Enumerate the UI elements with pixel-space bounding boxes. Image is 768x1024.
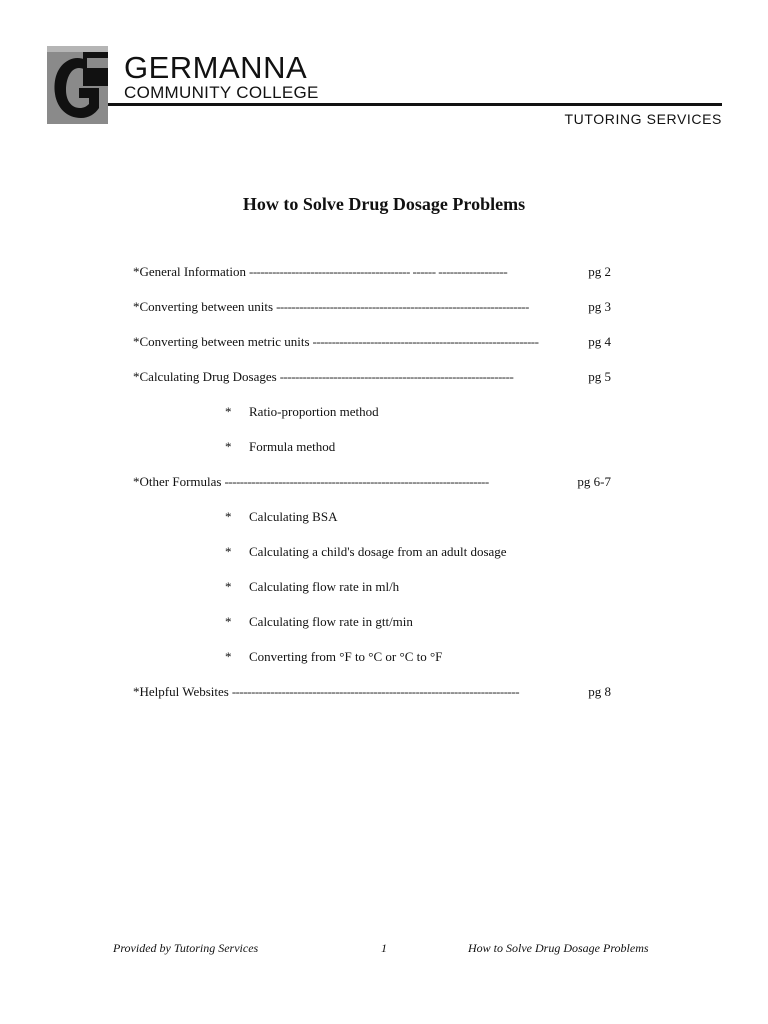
toc-item-label: *Helpful Websites	[133, 684, 229, 699]
toc-subitem	[133, 507, 613, 542]
toc-subitem-label: Calculating flow rate in gtt/min	[249, 614, 413, 629]
toc-item-leader: ------------------------------------------------------------------	[276, 299, 529, 314]
toc-item-label: *Converting between units	[133, 299, 274, 314]
toc-subitem-bullet: *	[225, 579, 232, 594]
toc-subitem-bullet: *	[225, 509, 232, 524]
toc-item	[133, 297, 613, 332]
department-label: TUTORING SERVICES	[564, 111, 722, 127]
toc-subitem	[133, 542, 613, 577]
toc-item	[133, 332, 613, 367]
toc-item-leader: ------------------------------------------ ------ ------------------	[248, 264, 508, 279]
toc-item-page: pg 5	[588, 369, 611, 384]
header-divider	[108, 103, 722, 106]
toc-subitem-bullet: *	[225, 544, 232, 559]
toc-item	[133, 472, 613, 507]
toc-item-leader: -----------------------------------------------------------	[312, 334, 539, 349]
college-name: GERMANNA	[124, 50, 308, 85]
toc-item-leader: ---------------------------------------------------------------------------	[231, 684, 520, 699]
toc-subitem-label: Formula method	[249, 439, 336, 454]
toc-subitem-bullet: *	[225, 439, 232, 454]
toc-item-page: pg 4	[588, 334, 611, 349]
toc-item-page: pg 2	[588, 264, 611, 279]
toc-subitem-label: Calculating BSA	[249, 509, 338, 524]
college-subtitle: COMMUNITY COLLEGE	[124, 83, 319, 102]
toc-item	[133, 262, 613, 297]
footer-page-number: 1	[381, 941, 387, 955]
toc-item	[133, 367, 613, 402]
toc-subitem-label: Calculating a child's dosage from an adult dosage	[249, 544, 507, 559]
toc-item-page: pg 8	[588, 684, 611, 699]
toc-subitem-bullet: *	[225, 404, 232, 419]
toc-item-leader: -------------------------------------------------------------	[279, 369, 514, 384]
toc-subitem-label: Converting from °F to °C or °C to °F	[249, 649, 443, 664]
footer-provider: Provided by Tutoring Services	[113, 941, 259, 955]
footer-doc-title: How to Solve Drug Dosage Problems	[468, 941, 649, 955]
toc-item-page: pg 3	[588, 299, 611, 314]
toc-item-label: *Calculating Drug Dosages	[133, 369, 277, 384]
toc-subitem	[133, 402, 613, 437]
toc-item	[133, 682, 613, 717]
toc-item-label: *General Information	[133, 264, 246, 279]
toc-subitem-bullet: *	[225, 614, 232, 629]
toc-subitem-label: Calculating flow rate in ml/h	[249, 579, 400, 594]
toc-item-leader: ---------------------------------------------------------------------	[224, 474, 489, 489]
toc-item-page: pg 6-7	[577, 474, 611, 489]
toc-subitem	[133, 577, 613, 612]
germanna-g-logo-icon	[47, 46, 108, 124]
document-title: How to Solve Drug Dosage Problems	[242, 194, 526, 214]
toc-item-label: *Other Formulas	[133, 474, 222, 489]
toc-subitem	[133, 612, 613, 647]
toc-subitem	[133, 437, 613, 472]
toc-item-label: *Converting between metric units	[133, 334, 310, 349]
toc-subitem-bullet: *	[225, 649, 232, 664]
table-of-contents	[133, 262, 613, 717]
toc-subitem-label: Ratio-proportion method	[249, 404, 379, 419]
toc-subitem	[133, 647, 613, 682]
